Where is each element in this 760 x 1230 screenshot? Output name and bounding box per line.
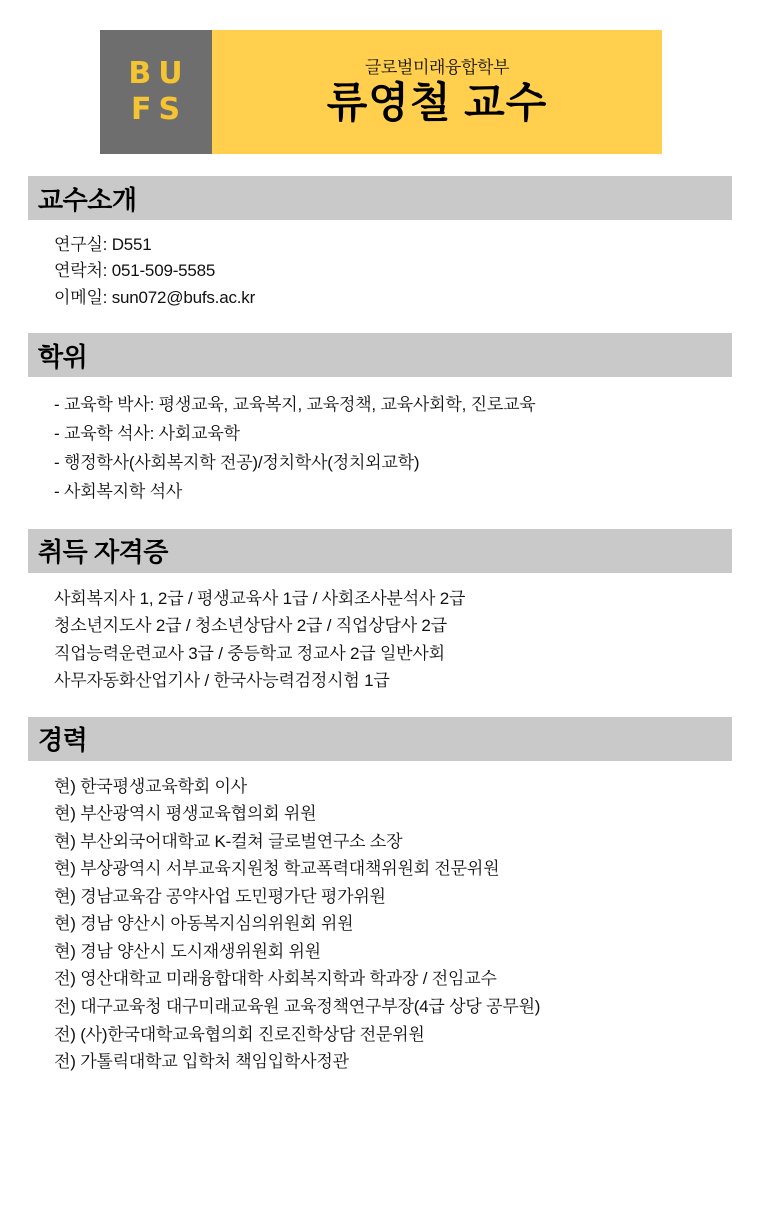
- list-item: 직업능력운련교사 3급 / 중등학교 정교사 2급 일반사회: [54, 643, 445, 663]
- logo-letter-b: B: [128, 56, 153, 91]
- list-item: 현) 한국평생교육학회 이사: [54, 776, 247, 796]
- list-item: 전) 가톨릭대학교 입학처 책임입학사정관: [54, 1052, 349, 1072]
- department-name: 글로벌미래융합학부: [364, 58, 510, 78]
- section-intro-body: [28, 220, 732, 311]
- section-intro-bar: [28, 176, 732, 220]
- section-career-bar: [28, 717, 732, 761]
- section-certifications: [28, 529, 732, 695]
- list-item: - 교육학 석사: 사회교육학: [54, 423, 240, 443]
- section-intro: [28, 176, 732, 311]
- list-item: 현) 부산광역시 평생교육협의회 위원: [54, 804, 317, 824]
- list-item: 현) 경남 양산시 도시재생위원회 위원: [54, 941, 321, 961]
- section-degree-body: [28, 377, 732, 507]
- list-item: 현) 경남 양산시 아동복지심의위원회 위원: [54, 914, 354, 934]
- list-item: 현) 경남교육감 공약사업 도민평가단 평가위원: [54, 886, 386, 906]
- list-item: 현) 부산외국어대학교 K-컬쳐 글로벌연구소 소장: [54, 831, 403, 851]
- section-degree-bar: [28, 333, 732, 377]
- professor-profile-page: [0, 30, 760, 1230]
- section-certifications-body: [28, 573, 732, 695]
- section-degree-title: 학위: [38, 341, 88, 372]
- section-certifications-title: 취득 자격증: [38, 537, 168, 568]
- bufs-logo: [100, 30, 212, 154]
- profile-header: [100, 30, 662, 154]
- section-career: [28, 717, 732, 1076]
- list-item: 전) (사)한국대학교육협의회 진로진학상담 전문위원: [54, 1024, 425, 1044]
- list-item: 연구실: D551: [54, 235, 152, 254]
- list-item: - 행정학사(사회복지학 전공)/정치학사(정치외교학): [54, 452, 420, 472]
- page-title: 류영철 교수: [326, 79, 548, 127]
- section-career-body: [28, 761, 732, 1076]
- list-item: 이메일: sun072@bufs.ac.kr: [54, 287, 256, 307]
- section-degree: [28, 333, 732, 507]
- list-item: 전) 영산대학교 미래융합대학 사회복지학과 학과장 / 전임교수: [54, 969, 497, 989]
- logo-letter-f: F: [130, 92, 153, 127]
- header-title-block: [212, 30, 662, 154]
- list-item: 전) 대구교육청 대구미래교육원 교육정책연구부장(4급 상당 공무원): [54, 996, 541, 1016]
- section-intro-title: 교수소개: [38, 184, 137, 215]
- section-career-title: 경력: [38, 725, 88, 756]
- list-item: 청소년지도사 2급 / 청소년상담사 2급 / 직업상담사 2급: [54, 616, 447, 636]
- list-item: 사무자동화산업기사 / 한국사능력검정시험 1급: [54, 671, 390, 691]
- logo-row-top: [128, 56, 184, 91]
- logo-letter-s: S: [158, 92, 182, 127]
- list-item: - 교육학 박사: 평생교육, 교육복지, 교육정책, 교육사회학, 진로교육: [54, 395, 536, 415]
- list-item: - 사회복지학 석사: [54, 481, 183, 501]
- list-item: 사회복지사 1, 2급 / 평생교육사 1급 / 사회조사분석사 2급: [54, 588, 466, 608]
- logo-letter-u: U: [158, 56, 184, 91]
- list-item: 현) 부상광역시 서부교육지원청 학교폭력대책위원회 전문위원: [54, 859, 500, 879]
- section-certifications-bar: [28, 529, 732, 573]
- list-item: 연락처: 051-509-5585: [54, 261, 216, 281]
- logo-row-bottom: [130, 92, 182, 127]
